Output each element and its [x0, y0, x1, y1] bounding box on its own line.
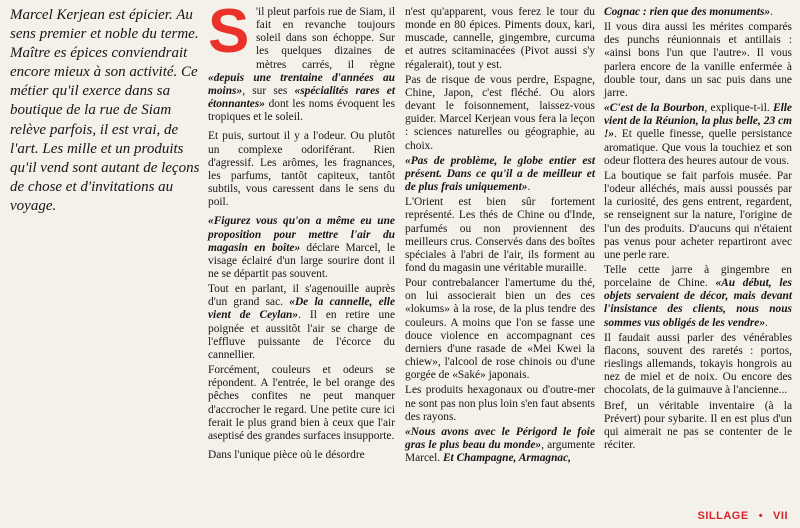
paragraph: Tout en parlant, il s'agenouille auprès d'un grand sac. «De la cannelle, elle vient de Ceylan». Il en retire une poignée et aussitôt l'air se charge de l'effluve puissante de l'écorce du cannellier.: [208, 283, 396, 361]
quote-paragraph: «Nous avons avec le Périgord le foie gras le plus beau du monde», argumente Marcel. Et Champagne, Armagnac,: [405, 425, 595, 465]
paragraph: Et puis, surtout il y a l'odeur. Ou plutôt un complexe odoriférant. Rien d'agressif. Les arômes, les fragnances, les parfums, tantôt capiteux, tantôt subtils, vous caressent dans le sens du poil.: [208, 130, 395, 209]
article-column-3: [604, 6, 792, 454]
paragraph: Bref, un véritable inventaire (à la Prévert) pour sybarite. Il en est plus d'un qui aimerait ne pas se contenter de le réciter.: [604, 399, 792, 451]
page-number: VII: [773, 510, 788, 522]
paragraph: L'Orient est bien sûr fortement représenté. Les thés de Chine ou d'Inde, parfumés ou non proviennent des meilleurs crus. Conservés dans des boîtes spéciales à l'abri de l'air, ils forment au fond du magasin une véritable muraille.: [405, 196, 595, 274]
intro-column: [10, 6, 200, 222]
paragraph: Forcément, couleurs et odeurs se répondent. A l'entrée, le bel orange des pêches confites ne peut manquer d'accrocher le regard. Une petite cure ici ferait le plus grand bien à ceux que l'air aseptisé des grandes surfaces insupporte.: [208, 364, 395, 442]
paragraph: Dans l'unique pièce où le désordre: [208, 449, 365, 461]
quote-paragraph: «C'est de la Bourbon, explique-t-il. Elle vient de la Réunion, la plus belle, 23 cm !». Et quelle finesse, quelle persistance aromatique. Que vous la touchiez et son odeur flottera des heures autour de vous.: [604, 102, 792, 167]
quote-paragraph: «Pas de problème, le globe entier est présent. Dans ce qu'il a de meilleur et de plus frais uniquement».: [405, 154, 595, 194]
page-footer: [698, 510, 788, 522]
paragraph: Pas de risque de vous perdre, Espagne, Chine, Japon, c'est fléché. Ou alors devant le foisonnement, laissez-vous guider. Marcel Kerjean vous fera la leçon : sciences naturelles ou géographie, au choix.: [405, 73, 595, 152]
quote-paragraph: Cognac : rien que des monuments».: [604, 6, 773, 18]
article-column-1: [208, 0, 396, 468]
article-column-2: [405, 6, 595, 467]
drop-cap: S: [208, 0, 250, 66]
paragraph: Il vous dira aussi les mérites comparés des punchs réunionnais et antillais : «ainsi bons l'un que l'autre». Il vous parlera encore de la vanille enfermée à double tour, dans un sac puis dans une jarre.: [604, 21, 792, 99]
quote-paragraph: Telle cette jarre à gingembre en porcelaine de Chine. «Au début, les objets servaient de décor, mais devant l'insistance des clients, nous nous sommes vus obligés de les vendre».: [604, 263, 792, 329]
paragraph: Les produits hexagonaux ou d'outre-mer ne sont pas non plus loin s'en faut absents des rayons.: [405, 384, 595, 423]
paragraph: Pour contrebalancer l'amertume du thé, on lui associerait bien un des ces «lokums» à la rose, de la plus tendre des couleurs. A moins que l'on se fasse une douce violence en accompagnant ces derniers d'une rasade de «Mei Kwei la chiew», l'alcool de rose chinois ou d'une gorgée de «Saké» japonais.: [405, 277, 595, 382]
paragraph: n'est qu'apparent, vous ferez le tour du monde en 80 épices. Piments doux, kari, muscade, cannelle, gingembre, curcuma et autres scitaminacées (Pivot aussi s'y régalerait), tout y est.: [405, 6, 595, 71]
magazine-name: SILLAGE: [697, 510, 749, 522]
separator-dot: •: [758, 510, 764, 522]
quote-paragraph: «Figurez vous qu'on a même eu une proposition pour mettre l'air du magasin en boîte» déclare Marcel, le visage éclairé d'un large sourire dont il ne se départit pas souvent.: [208, 215, 395, 280]
paragraph: S 'il pleut parfois rue de Siam, il fait en revanche toujours soleil dans son échoppe. Sur les quelques dizaines de mètres carrés, il règne «depuis une trentaine d'années au moins», sur ses «spécialités rares et étonnantes» dont les noms évoquent les tropiques et le soleil.: [208, 0, 396, 124]
paragraph: Il faudait aussi parler des vénérables flacons, souvent des raretés : portos, rieslings allemands, tokayis hongrois au nez de miel et de noix. Ou encore des chocolats, de la guimauve à l'ancienne...: [604, 331, 792, 397]
paragraph: La boutique se fait parfois musée. Par l'odeur alléchés, mais aussi poussés par la curiosité, des gens entrent, regardent, se renseignent sur la nature, l'origine de l'un des produits. D'aucuns qui n'étaient pas venus pour acheter repartiront avec une perle rare.: [604, 169, 792, 261]
intro-paragraph: Marcel Kerjean est épicier. Au sens premier et noble du terme. Maître es épices conviendrait encore mieux à son activité. Ce métier qu'il exerce dans sa boutique de la rue de Siam relève parfois, il est vrai, de l'art. Les mille et un produits qu'il vend sont autant de leçons de chose et d'invitations au voyage.: [10, 7, 200, 214]
